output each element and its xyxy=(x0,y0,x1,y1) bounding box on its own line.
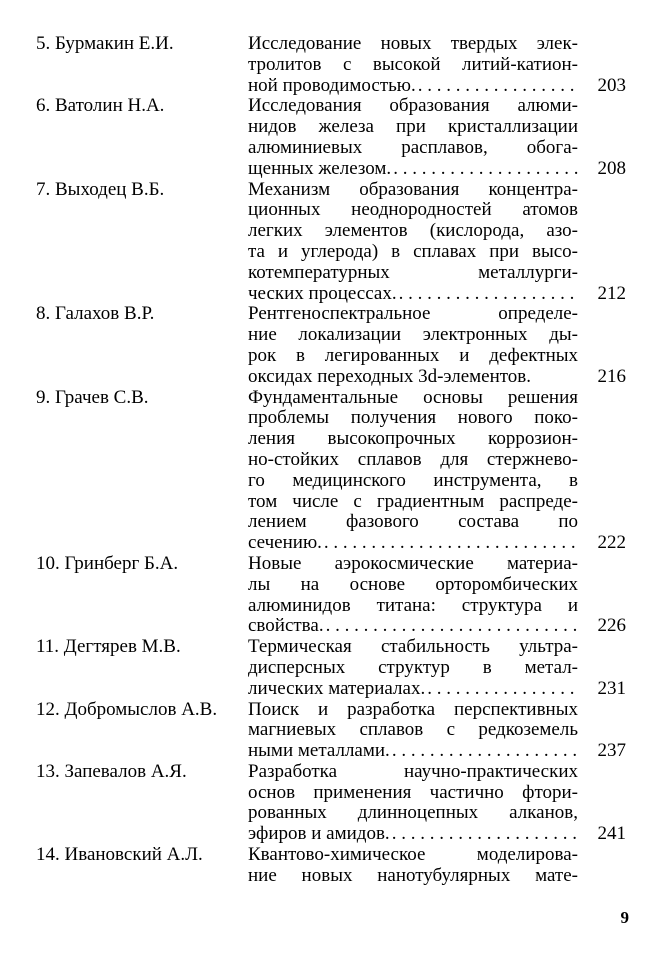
toc-entry-page: 203 xyxy=(597,74,626,96)
toc-entry xyxy=(36,762,626,845)
toc-entry-title-line: эфиров и амидов. . . . xyxy=(248,824,578,845)
toc-entry-title-line: проблемы получения нового поко- xyxy=(248,408,578,429)
toc-entry-title-line: рованных длинноцепных алканов, xyxy=(248,803,578,824)
toc-entry-title xyxy=(248,554,578,637)
toc-leader-dots xyxy=(418,76,578,97)
toc-entry-title-line: лических материалах. . . . xyxy=(248,679,578,700)
toc-entry-title-line: свойства. . . . xyxy=(248,616,578,637)
toc-entry-title-line: го медицинского инструмента, в xyxy=(248,470,578,491)
toc-entry-title xyxy=(248,96,578,179)
toc-leader-dots xyxy=(427,679,578,700)
toc-entry-title-line: Квантово-химическое моделирова- xyxy=(248,845,578,866)
toc-entry-page: 231 xyxy=(597,677,626,699)
toc-entry-title-line: основ применения частично фтори- xyxy=(248,782,578,803)
toc-entry-title-line: Исследование новых твердых элек- xyxy=(248,34,578,54)
toc-entry-author: 11. Дегтярев М.В. xyxy=(36,636,181,658)
toc-entry-author: 6. Ватолин Н.А. xyxy=(36,95,165,117)
toc-entry-title-line: Фундаментальные основы решения xyxy=(248,387,578,408)
toc-entry-title xyxy=(248,388,578,554)
toc-entry-title-line: рок в легированных и дефектных xyxy=(248,345,578,366)
toc-entry-title xyxy=(248,700,578,762)
toc-leader-dots xyxy=(326,616,578,637)
toc-entry-title-line: алюминидов титана: структура и xyxy=(248,595,578,616)
toc-entry-title-line: дисперсных структур в метал- xyxy=(248,657,578,678)
toc-leader-dots xyxy=(392,741,578,762)
toc-entry-title-line: ления высокопрочных коррозион- xyxy=(248,429,578,450)
toc-entry xyxy=(36,554,626,637)
toc-entry-title-line: ционных неоднородностей атомов xyxy=(248,200,578,221)
toc-entry-author: 5. Бурмакин Е.И. xyxy=(36,33,174,54)
page-number: 9 xyxy=(620,908,629,927)
table-of-contents xyxy=(36,34,626,887)
toc-entry xyxy=(36,700,626,762)
toc-entry-title xyxy=(248,637,578,699)
toc-entry-title-line: сечению. . . . xyxy=(248,533,578,554)
toc-entry-author: 14. Ивановский А.Л. xyxy=(36,844,203,866)
toc-entry-title-line: Разработка научно-практических xyxy=(248,761,578,782)
toc-entry-page: 222 xyxy=(597,532,626,554)
toc-entry-page xyxy=(578,845,626,887)
toc-entry-title-line: ческих процессах. . . . xyxy=(248,284,578,305)
toc-entry-title-line: легких элементов (кислорода, азо- xyxy=(248,221,578,242)
toc-entry xyxy=(36,96,626,179)
toc-leader-dots xyxy=(399,284,578,305)
toc-leader-dots xyxy=(324,533,578,554)
toc-entry-title-line: та и углерода) в сплавах при высо- xyxy=(248,241,578,262)
toc-entry-title-line: ной проводимостью. . . . xyxy=(248,76,578,97)
toc-entry xyxy=(36,637,626,699)
toc-entry-author: 9. Грачев С.В. xyxy=(36,386,149,408)
toc-entry-title-line: щенных железом. . . . xyxy=(248,159,578,180)
toc-entry-title-line: Поиск и разработка перспективных xyxy=(248,699,578,720)
toc-entry-title-line: ными металлами. . . . xyxy=(248,741,578,762)
toc-entry-page: 241 xyxy=(597,823,626,845)
toc-entry-title-line: алюминиевых расплавов, обога- xyxy=(248,137,578,158)
toc-entry-title-line: ние локализации электронных ды- xyxy=(248,325,578,346)
toc-entry-page: 212 xyxy=(597,282,626,304)
toc-leader-dots xyxy=(393,159,578,180)
toc-entry xyxy=(36,34,626,96)
toc-entry-page: 208 xyxy=(597,157,626,179)
toc-entry-author: 13. Запевалов А.Я. xyxy=(36,760,187,782)
toc-entry xyxy=(36,388,626,554)
toc-entry-page: 226 xyxy=(597,615,626,637)
toc-entry xyxy=(36,180,626,305)
toc-entry-author: 7. Выходец В.Б. xyxy=(36,178,165,200)
toc-entry-title-line: лением фазового состава по xyxy=(248,512,578,533)
toc-entry-title-line: тролитов с высокой литий-катион- xyxy=(248,54,578,75)
toc-entry-title-line: оксидах переходных 3d-элементов. xyxy=(248,366,532,387)
toc-entry-title-line: Механизм образования концентра- xyxy=(248,179,578,200)
toc-entry-author: 12. Добромыслов А.В. xyxy=(36,698,218,720)
toc-entry-author: 8. Галахов В.Р. xyxy=(36,303,155,325)
toc-entry-title-line: лы на основе орторомбических xyxy=(248,574,578,595)
toc-entry-title-line: магниевых сплавов с редкоземель xyxy=(248,720,578,741)
toc-entry xyxy=(36,845,626,887)
toc-entry-title-line: котемпературных металлурги- xyxy=(248,262,578,283)
toc-entry-page: 216 xyxy=(597,365,626,387)
toc-entry-title-line: ние новых нанотубулярных мате- xyxy=(248,865,578,886)
toc-entry-title xyxy=(248,762,578,845)
toc-leader-dots xyxy=(392,824,578,845)
toc-entry-page: 237 xyxy=(597,740,626,762)
toc-entry-title-line: но-стойких сплавов для стержнево- xyxy=(248,449,578,470)
toc-entry-title-line: том числе с градиентным распреде- xyxy=(248,491,578,512)
toc-entry-title xyxy=(248,180,578,305)
toc-entry-title-line: Рентгеноспектральное определе- xyxy=(248,304,578,325)
toc-entry xyxy=(36,304,626,387)
toc-entry-title xyxy=(248,845,578,887)
toc-entry-title xyxy=(248,304,578,387)
toc-entry-title-line: Термическая стабильность ультра- xyxy=(248,637,578,658)
toc-entry-author: 10. Гринберг Б.А. xyxy=(36,552,179,574)
toc-entry-title-line: нидов железа при кристаллизации xyxy=(248,117,578,138)
toc-entry-title-line: Исследования образования алюми- xyxy=(248,96,578,117)
toc-entry-title xyxy=(248,34,578,96)
toc-entry-title-line: Новые аэрокосмические материа- xyxy=(248,553,578,574)
